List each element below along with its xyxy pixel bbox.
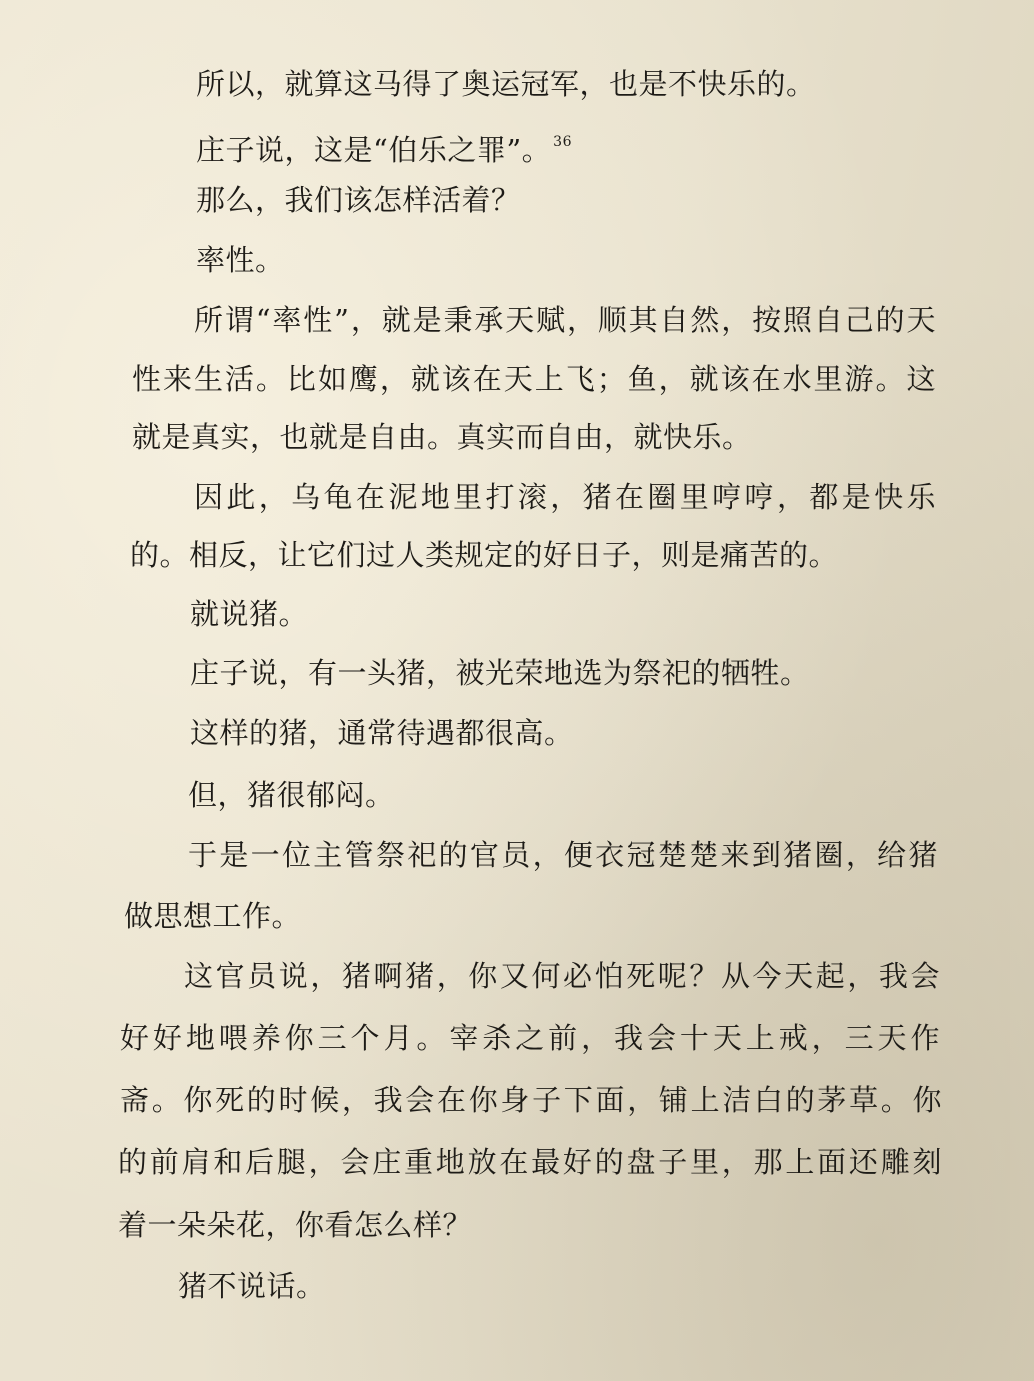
text-line: 做思想工作。: [124, 899, 302, 933]
text-line: 猪不说话。: [178, 1269, 326, 1303]
text-line: 于是一位主管祭祀的官员，便衣冠楚楚来到猪圈，给猪: [188, 838, 938, 872]
text-line: 着一朵朵花，你看怎么样？: [118, 1208, 473, 1242]
text-line: 所以，就算这马得了奥运冠军，也是不快乐的。: [196, 67, 816, 101]
text-line: 就是真实，也就是自由。真实而自由，就快乐。: [132, 420, 752, 454]
text-line: 的前肩和后腿，会庄重地放在最好的盘子里，那上面还雕刻: [118, 1145, 942, 1179]
text-line: 率性。: [196, 243, 285, 277]
text-line-content: 庄子说，这是“伯乐之罪”。: [196, 133, 552, 167]
text-line: 这官员说，猪啊猪，你又何必怕死呢？从今天起，我会: [184, 959, 940, 993]
text-line: 的。相反，让它们过人类规定的好日子，则是痛苦的。: [130, 538, 839, 572]
text-line: 那么，我们该怎样活着？: [196, 183, 521, 217]
footnote-marker: 36: [553, 134, 572, 150]
text-line: 斋。你死的时候，我会在你身子下面，铺上洁白的茅草。你: [120, 1083, 942, 1117]
text-line: 性来生活。比如鹰，就该在天上飞；鱼，就该在水里游。这: [132, 362, 936, 396]
text-line: [196, 122, 572, 167]
text-line: 就说猪。: [190, 597, 309, 631]
text-line: 好好地喂养你三个月。宰杀之前，我会十天上戒，三天作: [120, 1021, 940, 1055]
text-line: 这样的猪，通常待遇都很高。: [190, 716, 574, 750]
text-line: 但，猪很郁闷。: [188, 778, 395, 812]
text-line: 因此，乌龟在泥地里打滚，猪在圈里哼哼，都是快乐: [194, 480, 936, 514]
text-line: 庄子说，有一头猪，被光荣地选为祭祀的牺牲。: [190, 656, 810, 690]
text-line: 所谓“率性”，就是秉承天赋，顺其自然，按照自己的天: [194, 303, 936, 337]
